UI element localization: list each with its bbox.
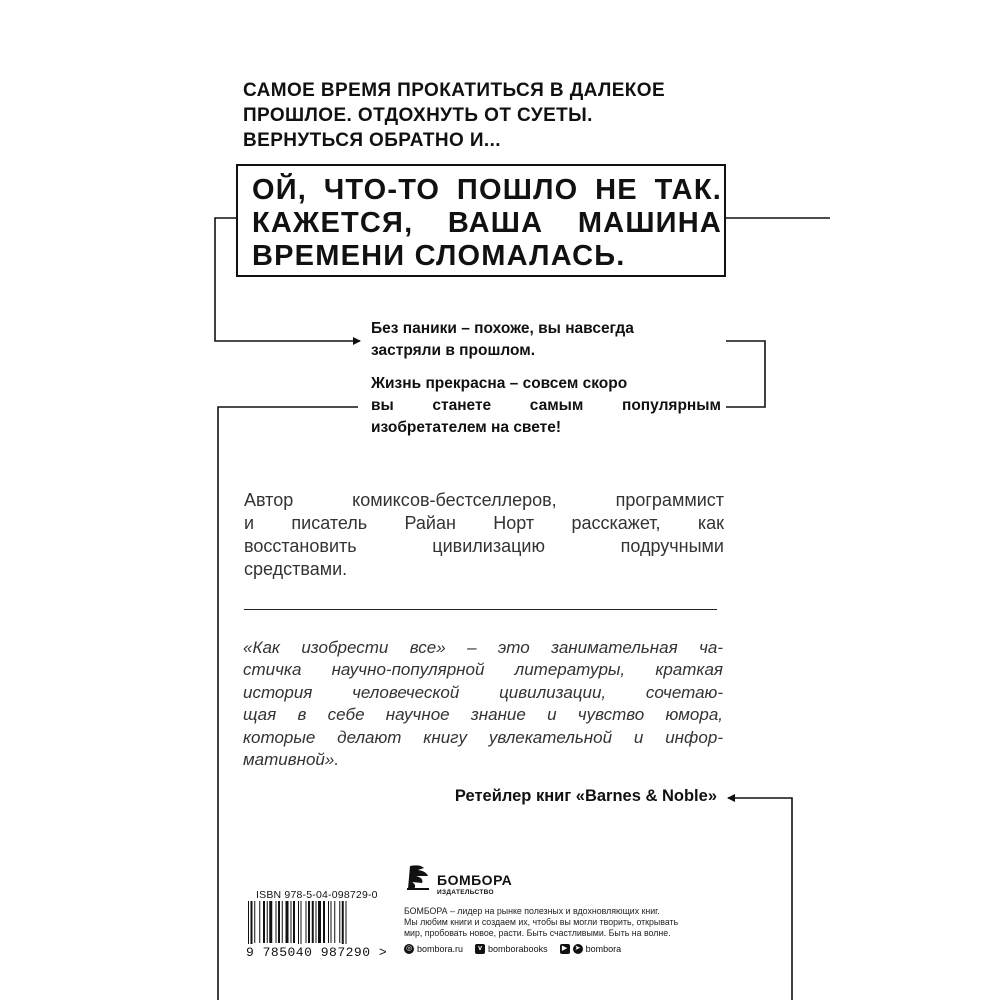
bold-paragraph-2	[371, 373, 721, 439]
intro-line: ПРОШЛОЕ. ОТДОХНУТЬ ОТ СУЕТЫ.	[243, 105, 593, 126]
quote-line: стичка научно-популярной литературы, краткая	[243, 660, 723, 680]
barcode-bar	[323, 901, 325, 943]
barcode-bar	[318, 901, 321, 943]
bold-line: вы станете самым популярным	[371, 397, 721, 414]
barcode-bar	[278, 901, 280, 943]
headline	[252, 174, 722, 273]
barcode-bar	[339, 901, 340, 943]
publisher-socials	[404, 944, 621, 954]
bold-line: застряли в прошлом.	[371, 342, 536, 359]
quote	[243, 637, 723, 771]
headline-line: КАЖЕТСЯ, ВАША МАШИНА	[252, 207, 722, 239]
social-instagram[interactable]	[404, 944, 463, 954]
paragraph-bracket	[726, 341, 765, 407]
bold-paragraph-1	[371, 318, 721, 362]
barcode-bar	[334, 901, 335, 943]
headline-line: ОЙ, ЧТО-ТО ПОШЛО НЕ ТАК.	[252, 174, 722, 206]
intro-line: САМОЕ ВРЕМЯ ПРОКАТИТЬСЯ В ДАЛЕКОЕ	[243, 80, 666, 101]
publisher-desc-line: БОМБОРА – лидер на рынке полезных и вдохновляющих книг.	[404, 906, 660, 916]
divider	[244, 609, 717, 610]
author-line: восстановить цивилизацию подручными	[244, 536, 724, 556]
author-line: и писатель Райан Норт расскажет, как	[244, 513, 724, 533]
quote-line: которые делают книгу увлекательной и инфор-	[243, 727, 723, 747]
publisher-subtitle: ИЗДАТЕЛЬСТВО	[437, 889, 494, 896]
intro-line: ВЕРНУТЬСЯ ОБРАТНО И...	[243, 130, 501, 151]
author-line: средствами.	[244, 559, 348, 579]
quote-line: «Как изобрести все» – это занимательная ча-	[243, 638, 723, 657]
bold-line: изобретателем на свете!	[371, 419, 562, 436]
instagram-icon: ◎	[405, 945, 413, 952]
barcode-bar	[298, 901, 299, 949]
bombora-logo-icon	[404, 862, 434, 892]
barcode-bar	[291, 901, 292, 943]
publisher-desc-line: Мы любим книги и создаем их, чтобы вы могли творить, открывать	[404, 917, 679, 927]
quote-line: история человеческой цивилизации, сочетаю-	[243, 682, 723, 702]
barcode-bar	[328, 901, 329, 943]
social-label: bombora.ru	[417, 944, 464, 954]
social-label: bomborabooks	[488, 944, 548, 954]
social-label: bombora	[585, 944, 622, 954]
barcode-bar	[263, 901, 265, 943]
telegram-icon: ➤	[573, 944, 583, 954]
headline-line: ВРЕМЕНИ СЛОМАЛАСЬ.	[252, 240, 626, 272]
barcode-bar	[308, 901, 310, 943]
bold-line: Жизнь прекрасна – совсем скоро	[371, 375, 628, 392]
quote-attribution: Ретейлер книг «Barnes & Noble»	[454, 787, 717, 805]
publisher-desc-line: мир, пробовать новое, расти. Быть счастливыми. Быть на волне.	[404, 928, 671, 938]
quote-line: щая в себе научное знание и чувство юмора,	[243, 705, 723, 725]
barcode-bar	[312, 901, 314, 943]
publisher-name: БОМБОРА	[437, 872, 513, 888]
social-youtube-telegram[interactable]	[560, 944, 622, 954]
barcode-bar	[346, 901, 347, 949]
barcode-bar	[267, 901, 268, 943]
quote-line: мативной».	[243, 750, 340, 770]
bold-line: Без паники – похоже, вы навсегда	[371, 320, 634, 337]
author-paragraph	[244, 489, 724, 581]
author-line: Автор комиксов-бестселлеров, программист	[244, 490, 724, 510]
barcode-bar	[269, 901, 272, 943]
social-vk[interactable]	[475, 944, 548, 954]
barcode-bar	[276, 901, 277, 943]
vk-icon: v	[475, 944, 485, 954]
barcode-bar	[306, 901, 307, 943]
barcode-bar	[301, 901, 302, 949]
barcode-bar	[248, 901, 249, 949]
barcode-bar	[251, 901, 253, 949]
barcode-bar	[293, 901, 295, 943]
publisher-description	[404, 906, 704, 939]
isbn-label: ISBN 978-5-04-098729-0	[256, 889, 378, 901]
barcode-digits: 9 785040 987290 >	[246, 944, 391, 960]
barcode-bar	[316, 901, 317, 943]
barcode-bar	[259, 901, 260, 943]
barcode-bar	[254, 901, 255, 943]
barcode-bar	[331, 901, 332, 943]
retailer-connector	[728, 798, 792, 1000]
barcode-bar	[282, 901, 283, 943]
barcode-bar	[286, 901, 289, 943]
intro-text	[243, 78, 743, 153]
youtube-icon: ▶	[560, 944, 570, 954]
barcode-bar	[342, 901, 344, 949]
